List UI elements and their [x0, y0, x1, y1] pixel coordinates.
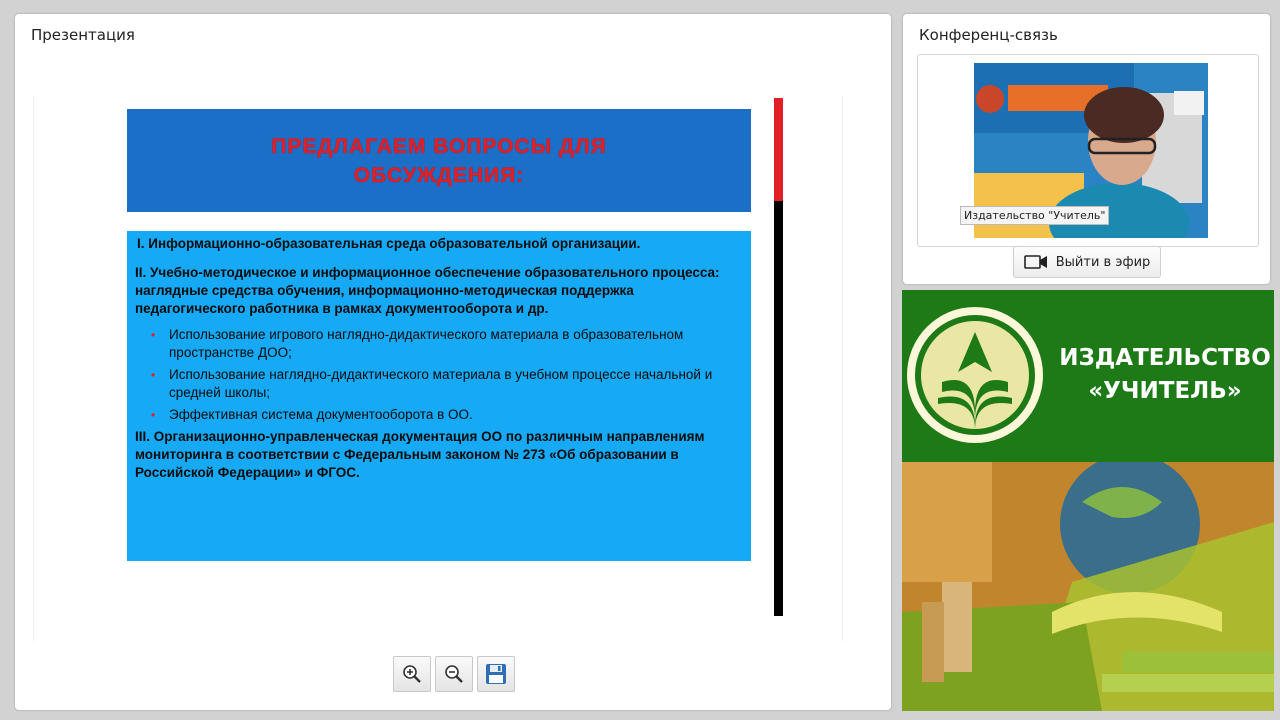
- slide-scroll-thumb[interactable]: [774, 98, 783, 201]
- slide-bullet: • Эффективная система документооборота в ОО.: [151, 406, 743, 424]
- publisher-name-line2: «УЧИТЕЛЬ»: [1088, 378, 1242, 404]
- zoom-out-button[interactable]: [435, 656, 473, 692]
- presentation-toolbar: [393, 656, 515, 692]
- conference-title: Конференц-связь: [919, 26, 1058, 44]
- slide-item-1: I. Информационно-образовательная среда образовательной организации.: [137, 236, 641, 251]
- save-button[interactable]: [477, 656, 515, 692]
- publisher-banner-header: [902, 290, 1274, 462]
- publisher-name: [1058, 342, 1272, 408]
- presentation-title: Презентация: [31, 26, 135, 44]
- video-participant-label: Издательство "Учитель": [960, 206, 1109, 225]
- video-camera-icon: [1024, 255, 1048, 269]
- go-live-label: Выйти в эфир: [1055, 254, 1151, 270]
- go-live-button[interactable]: [1013, 246, 1161, 278]
- slide-scrollbar[interactable]: [774, 98, 783, 616]
- slide-heading-box: [127, 109, 751, 212]
- presentation-panel: [15, 14, 891, 710]
- zoom-out-icon: [444, 664, 464, 684]
- slide-item-2: II. Учебно-методическое и информационное обеспечение образовательного процесса: наглядные средства обучения, информационно-методическая поддержка педагогического работника в рамках документооборота и др.: [135, 265, 720, 316]
- zoom-in-button[interactable]: [393, 656, 431, 692]
- slide-bullet: • Использование наглядно-дидактического материала в учебном процессе начальной и средней школы;: [151, 366, 743, 402]
- floppy-disk-icon: [484, 662, 508, 686]
- slide-heading: ПРЕДЛАГАЕМ ВОПРОСЫ ДЛЯ ОБСУЖДЕНИЯ:: [271, 134, 607, 187]
- publisher-logo: [902, 302, 1052, 452]
- slide-bullet: • Использование игрового наглядно-дидактического материала в образовательном пространстве ДОО;: [151, 326, 743, 362]
- publisher-banner: [902, 290, 1274, 711]
- video-frame: [917, 54, 1259, 247]
- publisher-name-line1: ИЗДАТЕЛЬСТВО: [1059, 345, 1271, 371]
- slide-item-3: III. Организационно-управленческая документация ОО по различным направлениям мониторинга в соответствии с Федеральным законом № 273 «Об образовании в Российской Федерации» и ФГОС.: [135, 429, 705, 480]
- slide-body: [127, 231, 751, 561]
- books-globe-illustration: [902, 462, 1274, 711]
- conference-panel: [903, 14, 1270, 284]
- slide-bullet-list: [135, 326, 743, 424]
- zoom-in-icon: [402, 664, 422, 684]
- publisher-banner-image: [902, 462, 1274, 711]
